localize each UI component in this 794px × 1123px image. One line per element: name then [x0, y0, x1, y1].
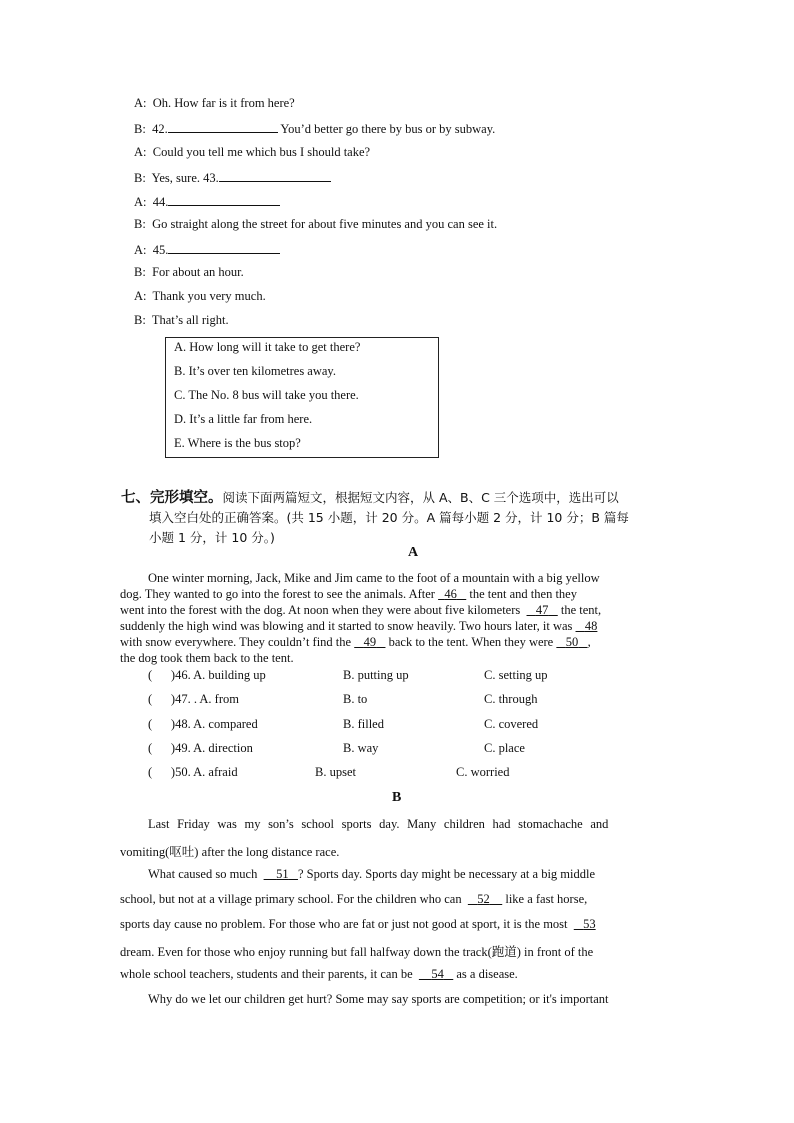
option-c: C. The No. 8 bus will take you there. [174, 388, 359, 402]
option-b: B. It’s over ten kilometres away. [174, 364, 336, 378]
passage-a-line: with snow everywhere. They couldn’t find the 49 back to the tent. When they were 50 , [120, 635, 591, 649]
section-instructions-2: 填入空白处的正确答案。(共 15 小题，计 20 分。A 篇每小题 2 分，计 10 分；B 篇每 [149, 510, 629, 525]
question-47-b[interactable]: B. to [343, 692, 368, 706]
section-number: 七、完形填空。 [121, 490, 223, 506]
answer-blank-45[interactable] [168, 241, 280, 254]
dialogue-line: B: That’s all right. [134, 313, 229, 327]
passage-b-line: sports day cause no problem. For those who are fat or just not good at sport, it is the most 53 [120, 917, 596, 931]
answer-blank-43[interactable] [219, 169, 331, 182]
question-46: ( )46. A. building up [148, 668, 266, 682]
passage-b-line: school, but not at a village primary school. For the children who can 52 like a fast horse, [120, 892, 588, 906]
options-box [165, 337, 439, 458]
question-47-c[interactable]: C. through [484, 692, 538, 706]
question-50-b[interactable]: B. upset [315, 765, 356, 779]
answer-blank-44[interactable] [168, 193, 280, 206]
dialogue-line: A: Oh. How far is it from here? [134, 96, 295, 110]
passage-a-line: One winter morning, Jack, Mike and Jim came to the foot of a mountain with a big yellow [148, 571, 600, 585]
dialogue-line: A: Could you tell me which bus I should take? [134, 145, 371, 159]
question-49: ( )49. A. direction [148, 741, 253, 755]
passage-a-line: dog. They wanted to go into the forest to see the animals. After 46 the tent and then they [120, 587, 577, 601]
question-50-c[interactable]: C. worried [456, 765, 510, 779]
question-50: ( )50. A. afraid [148, 765, 238, 779]
passage-a-line: went into the forest with the dog. At noon when they were about five kilometers 47 the tent, [120, 603, 602, 617]
dialogue-line: B: For about an hour. [134, 265, 244, 279]
blank-54[interactable]: 54 [431, 967, 444, 981]
blank-53[interactable]: 53 [583, 917, 596, 931]
question-48: ( )48. A. compared [148, 717, 258, 731]
passage-a-heading: A [408, 545, 419, 560]
section-heading-cont [121, 508, 681, 548]
option-d: D. It’s a little far from here. [174, 412, 313, 426]
dialogue-line: A: Thank you very much. [134, 289, 266, 303]
dialogue-line: B: 42. You’d better go there by bus or by subway. [134, 122, 496, 136]
question-48-c[interactable]: C. covered [484, 717, 539, 731]
passage-b-line: Last Friday was my son’s school sports day. Many children had stomachache and [148, 817, 609, 831]
section-instructions-3: 小题 1 分，计 10 分。) [149, 530, 275, 545]
question-49-c[interactable]: C. place [484, 741, 525, 755]
passage-b-heading: B [392, 790, 402, 805]
dialogue-line: B: Yes, sure. 43. [134, 169, 331, 186]
question-47: ( )47. . A. from [148, 692, 239, 706]
question-48-b[interactable]: B. filled [343, 717, 384, 731]
blank-50[interactable]: 50 [565, 635, 579, 649]
answer-blank-42[interactable] [168, 120, 278, 133]
passage-b-line: vomiting(呕吐) after the long distance race. [120, 845, 340, 859]
question-46-b[interactable]: B. putting up [343, 668, 409, 682]
option-e: E. Where is the bus stop? [174, 436, 301, 450]
passage-b-line: What caused so much 51 ? Sports day. Sports day might be necessary at a big middle [148, 867, 596, 881]
section-instructions: 阅读下面两篇短文，根据短文内容，从 A、B、C 三个选项中，选出可以 [222, 490, 619, 505]
blank-46[interactable]: 46 [444, 587, 457, 601]
blank-52[interactable]: 52 [477, 892, 490, 906]
question-46-c[interactable]: C. setting up [484, 668, 548, 682]
dialogue-line: A: 45. [134, 241, 280, 258]
blank-47[interactable]: 47 [535, 603, 549, 617]
blank-48[interactable]: 48 [584, 619, 598, 633]
passage-b-line: dream. Even for those who enjoy running but fall halfway down the track(跑道) in front of the [120, 945, 594, 959]
dialogue-line: B: Go straight along the street for about five minutes and you can see it. [134, 217, 498, 231]
passage-a-line: the dog took them back to the tent. [120, 651, 294, 665]
question-49-b[interactable]: B. way [343, 741, 379, 755]
passage-b-line: whole school teachers, students and their parents, it can be 54 as a disease. [120, 967, 518, 981]
blank-49[interactable]: 49 [363, 635, 377, 649]
option-a: A. How long will it take to get there? [174, 340, 361, 354]
passage-b-line: Why do we let our children get hurt? Some may say sports are competition; or it's important [148, 992, 609, 1006]
passage-a-line: suddenly the high wind was blowing and it started to snow heavily. Two hours later, it was 48 [120, 619, 598, 633]
section-heading [121, 488, 681, 509]
dialogue-line: A: 44. [134, 193, 280, 210]
blank-51[interactable]: 51 [276, 867, 289, 881]
